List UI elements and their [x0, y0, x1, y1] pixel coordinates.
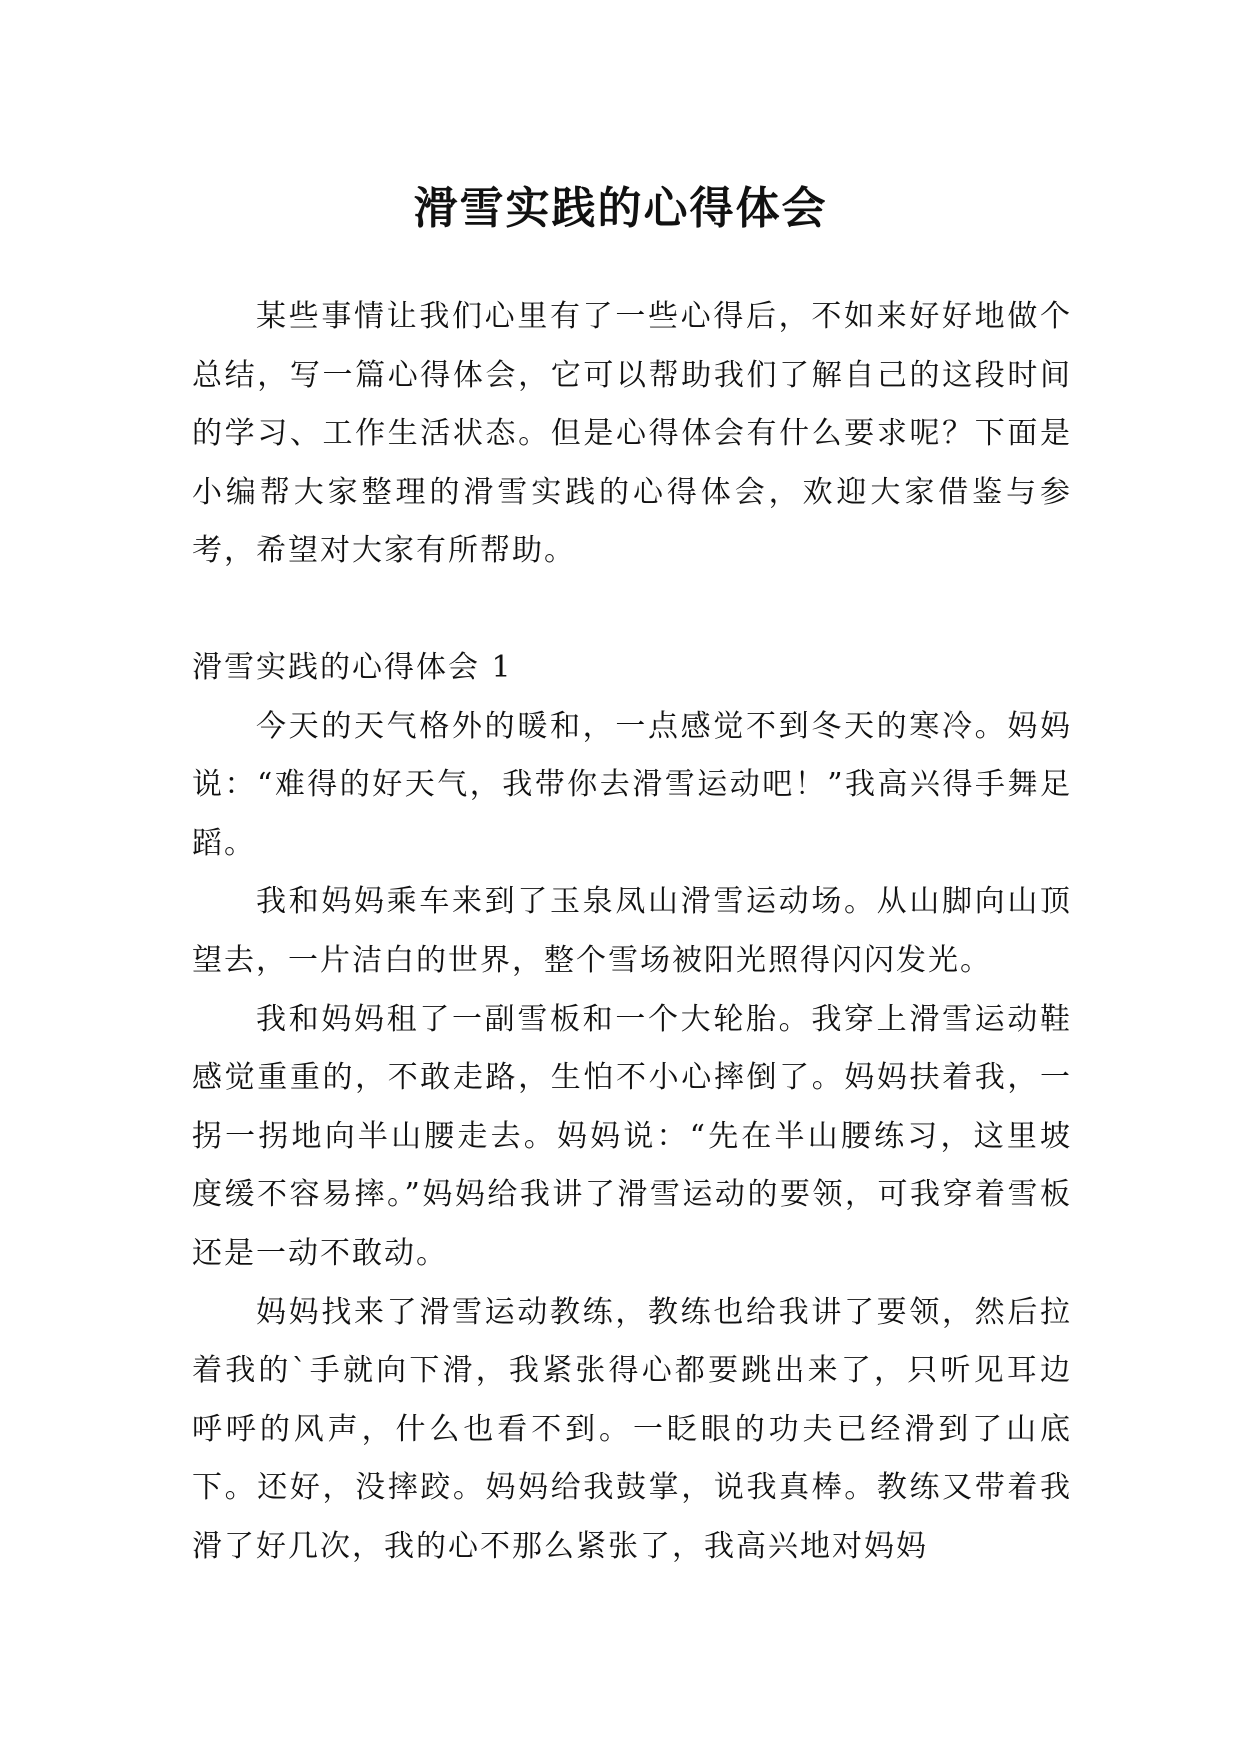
body-paragraph-1: 今天的天气格外的暖和，一点感觉不到冬天的寒冷。妈妈说：“难得的好天气，我带你去滑雪运动吧！”我高兴得手舞足蹈。 — [192, 708, 1072, 861]
body-paragraph-4: 妈妈找来了滑雪运动教练，教练也给我讲了要领，然后拉着我的`手就向下滑，我紧张得心都要跳出来了，只听见耳边呼呼的风声，什么也看不到。一眨眼的功夫已经滑到了山底下。还好，没摔跤。妈妈给我鼓掌，说我真棒。教练又带着我滑了好几次，我的心不那么紧张了，我高兴地对妈妈 — [192, 1294, 1072, 1564]
section-heading: 滑雪实践的心得体会 1 — [192, 649, 513, 685]
document-body — [192, 288, 1072, 1576]
document-title: 滑雪实践的心得体会 — [413, 183, 828, 235]
intro-paragraph: 某些事情让我们心里有了一些心得后，不如来好好地做个总结，写一篇心得体会，它可以帮助我们了解自己的这段时间的学习、工作生活状态。但是心得体会有什么要求呢？下面是小编帮大家整理的滑雪实践的心得体会，欢迎大家借鉴与参考，希望对大家有所帮助。 — [192, 299, 1072, 569]
body-paragraph-2: 我和妈妈乘车来到了玉泉凤山滑雪运动场。从山脚向山顶望去，一片洁白的世界，整个雪场被阳光照得闪闪发光。 — [192, 884, 1072, 978]
body-paragraph-3: 我和妈妈租了一副雪板和一个大轮胎。我穿上滑雪运动鞋感觉重重的，不敢走路，生怕不小心摔倒了。妈妈扶着我，一拐一拐地向半山腰走去。妈妈说：“先在半山腰练习，这里坡度缓不容易摔。”妈妈给我讲了滑雪运动的要领，可我穿着雪板还是一动不敢动。 — [192, 1001, 1072, 1271]
